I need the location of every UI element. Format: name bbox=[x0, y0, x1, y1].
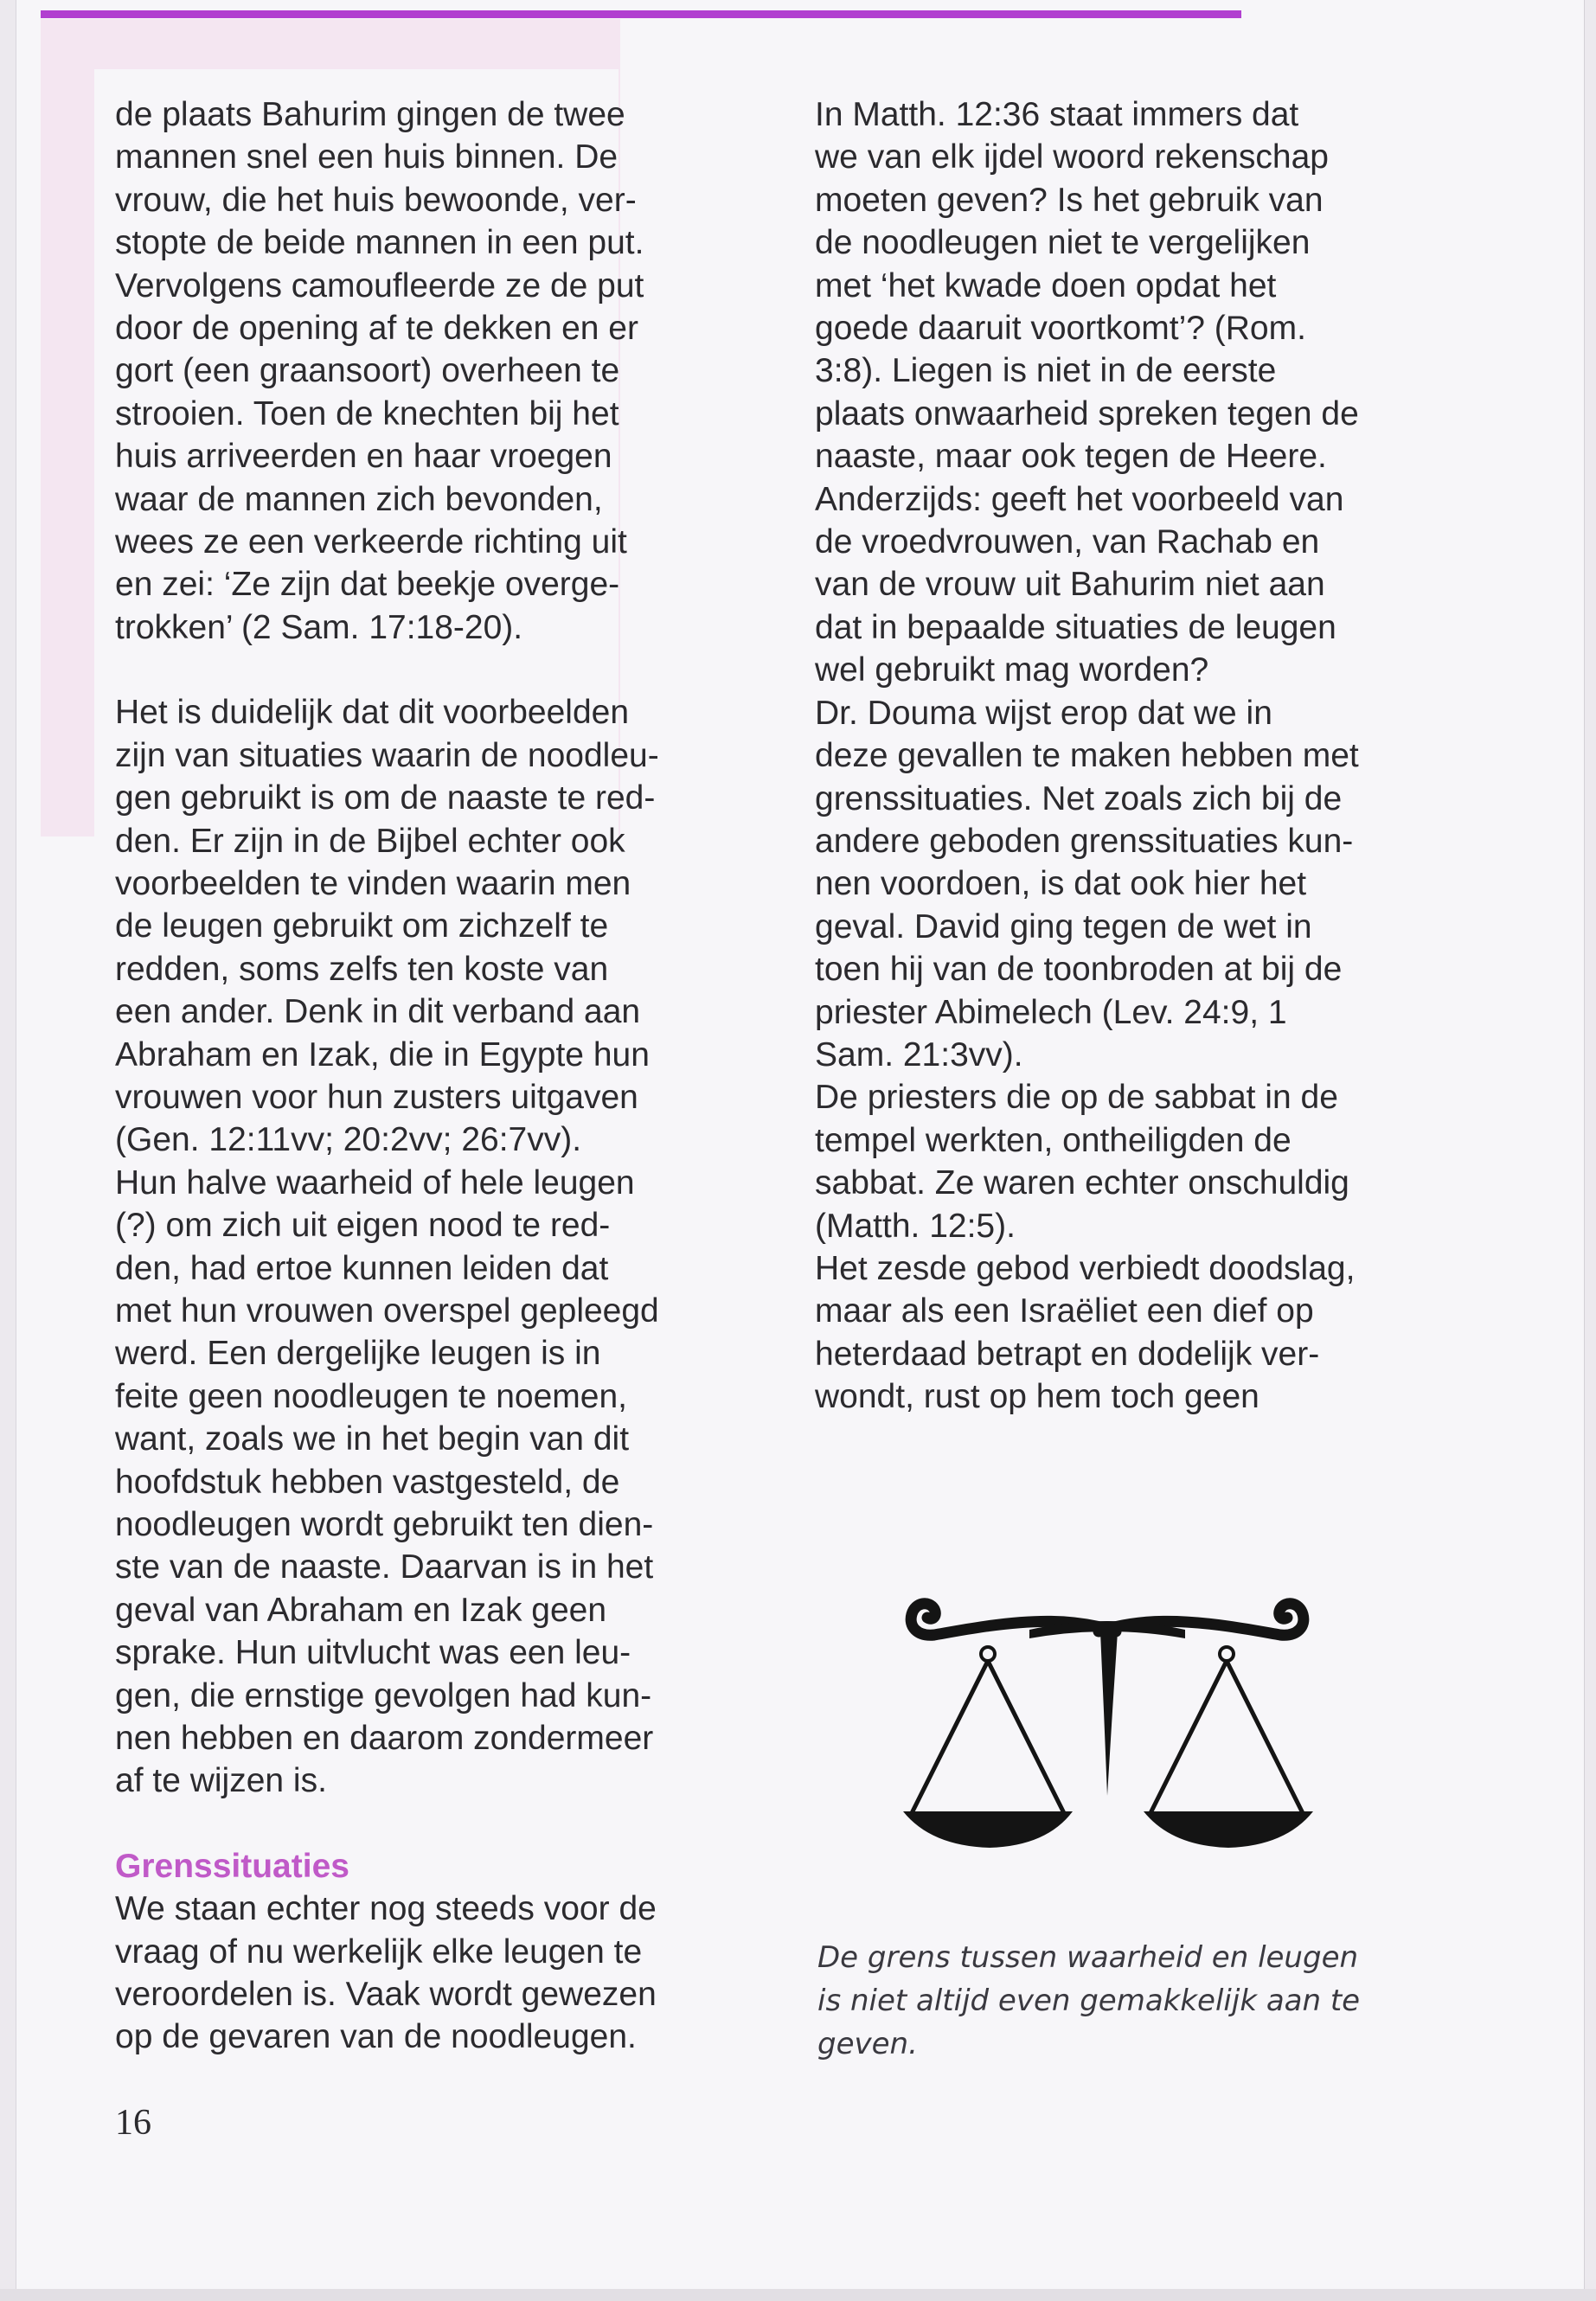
text-line: de plaats Bahurim gingen de twee bbox=[115, 96, 625, 133]
text-line: heterdaad betrapt en dodelijk ver- bbox=[815, 1335, 1320, 1373]
right-paragraph-2 bbox=[815, 692, 1438, 1077]
text-line: van de vrouw uit Bahurim niet aan bbox=[815, 566, 1325, 604]
section-heading: Grenssituaties bbox=[115, 1847, 349, 1885]
text-line: 3:8). Liegen is niet in de eerste bbox=[815, 352, 1277, 390]
text-line: ste van de naaste. Daarvan is in het bbox=[115, 1548, 654, 1586]
text-line: noodleugen wordt gebruikt ten dien- bbox=[115, 1506, 654, 1543]
text-line: geval. David ging tegen de wet in bbox=[815, 907, 1312, 945]
left-text-column bbox=[115, 93, 738, 2059]
right-paragraph-4 bbox=[815, 1247, 1438, 1419]
text-line: af te wijzen is. bbox=[115, 1762, 327, 1800]
text-line: sprake. Hun uitvlucht was een leu- bbox=[115, 1634, 631, 1672]
text-line: Anderzijds: geeft het voorbeeld van bbox=[815, 480, 1344, 518]
text-line: priester Abimelech (Lev. 24:9, 1 bbox=[815, 993, 1287, 1031]
text-line: geval van Abraham en Izak geen bbox=[115, 1591, 607, 1629]
text-line: want, zoals we in het begin van dit bbox=[115, 1420, 630, 1458]
text-line: een ander. Denk in dit verband aan bbox=[115, 993, 641, 1031]
right-text-column bbox=[815, 93, 1438, 1419]
balance-scales-icon bbox=[900, 1581, 1324, 1875]
text-line: feite geen noodleugen te noemen, bbox=[115, 1377, 627, 1415]
text-line: op de gevaren van de noodleugen. bbox=[115, 2018, 637, 2056]
paragraph-gap bbox=[115, 649, 738, 691]
right-paragraph-3 bbox=[815, 1076, 1438, 1247]
text-line: we van elk ijdel woord rekenschap bbox=[815, 138, 1329, 176]
text-line: wel gebruikt mag worden? bbox=[815, 651, 1209, 689]
text-line: maar als een Israëliet een dief op bbox=[815, 1292, 1314, 1330]
figure-caption bbox=[817, 1936, 1440, 2066]
text-line: andere geboden grenssituaties kun- bbox=[815, 822, 1354, 860]
text-line: naaste, maar ook tegen de Heere. bbox=[815, 438, 1327, 476]
text-line: hoofdstuk hebben vastgesteld, de bbox=[115, 1463, 620, 1501]
text-line: huis arriveerden en haar vroegen bbox=[115, 438, 612, 476]
text-line: redden, soms zelfs ten koste van bbox=[115, 950, 609, 988]
text-line: deze gevallen te maken hebben met bbox=[815, 737, 1359, 775]
text-line: Vervolgens camoufleerde ze de put bbox=[115, 266, 644, 304]
text-line: strooien. Toen de knechten bij het bbox=[115, 394, 619, 433]
text-line: goede daaruit voortkomt’? (Rom. bbox=[815, 310, 1306, 348]
text-line: Sam. 21:3vv). bbox=[815, 1035, 1023, 1074]
text-line: werd. Een dergelijke leugen is in bbox=[115, 1335, 601, 1373]
text-line: Het zesde gebod verbiedt doodslag, bbox=[815, 1249, 1356, 1287]
page-number: 16 bbox=[115, 2103, 151, 2143]
text-line: vrouw, die het huis bewoonde, ver- bbox=[115, 181, 637, 219]
text-line: met ‘het kwade doen opdat het bbox=[815, 266, 1277, 304]
text-line: dat in bepaalde situaties de leugen bbox=[815, 608, 1336, 646]
text-line: voorbeelden te vinden waarin men bbox=[115, 864, 631, 902]
text-line: den. Er zijn in de Bijbel echter ook bbox=[115, 822, 625, 860]
text-line: mannen snel een huis binnen. De bbox=[115, 138, 619, 176]
text-line: veroordelen is. Vaak wordt gewezen bbox=[115, 1976, 657, 2014]
text-line: wees ze een verkeerde richting uit bbox=[115, 523, 627, 561]
top-accent-rule bbox=[41, 10, 1241, 18]
text-line: De grens tussen waarheid en leugen bbox=[817, 1940, 1359, 1975]
text-line: tempel werkten, ontheiligden de bbox=[815, 1121, 1292, 1159]
text-line: (Gen. 12:11vv; 20:2vv; 26:7vv). bbox=[115, 1121, 582, 1159]
text-line: nen hebben en daarom zondermeer bbox=[115, 1720, 654, 1758]
text-line: trokken’ (2 Sam. 17:18-20). bbox=[115, 608, 523, 646]
text-line: de vroedvrouwen, van Rachab en bbox=[815, 523, 1320, 561]
paragraph-gap bbox=[115, 1803, 738, 1845]
text-line: We staan echter nog steeds voor de bbox=[115, 1890, 657, 1928]
text-line: den, had ertoe kunnen leiden dat bbox=[115, 1249, 609, 1287]
left-paragraph-3 bbox=[115, 1888, 738, 2059]
text-line: door de opening af te dekken en er bbox=[115, 310, 638, 348]
left-paragraph-1 bbox=[115, 93, 738, 649]
text-line: de noodleugen niet te vergelijken bbox=[815, 224, 1311, 262]
text-line: zijn van situaties waarin de noodleu- bbox=[115, 736, 659, 774]
text-line: vrouwen voor hun zusters uitgaven bbox=[115, 1078, 638, 1116]
text-line: (Matth. 12:5). bbox=[815, 1207, 1016, 1245]
text-line: Het is duidelijk dat dit voorbeelden bbox=[115, 694, 630, 732]
text-line: De priesters die op de sabbat in de bbox=[815, 1079, 1338, 1117]
text-line: moeten geven? Is het gebruik van bbox=[815, 181, 1324, 219]
text-line: plaats onwaarheid spreken tegen de bbox=[815, 394, 1359, 433]
text-line: wondt, rust op hem toch geen bbox=[815, 1378, 1259, 1416]
text-line: gen, die ernstige gevolgen had kun- bbox=[115, 1676, 652, 1715]
text-line: geven. bbox=[817, 2027, 918, 2061]
text-line: Abraham en Izak, die in Egypte hun bbox=[115, 1035, 650, 1074]
text-line: waar de mannen zich bevonden, bbox=[115, 480, 603, 518]
text-line: gort (een graansoort) overheen te bbox=[115, 352, 620, 390]
text-line: stopte de beide mannen in een put. bbox=[115, 224, 644, 262]
page-bottom-edge bbox=[0, 2289, 1596, 2301]
text-line: gen gebruikt is om de naaste te red- bbox=[115, 779, 656, 817]
text-line: nen voordoen, is dat ook hier het bbox=[815, 865, 1307, 903]
text-line: is niet altijd even gemakkelijk aan te bbox=[817, 1984, 1361, 2018]
text-line: Dr. Douma wijst erop dat we in bbox=[815, 694, 1272, 732]
text-line: en zei: ‘Ze zijn dat beekje overge- bbox=[115, 566, 620, 604]
text-line: vraag of nu werkelijk elke leugen te bbox=[115, 1932, 643, 1971]
text-line: sabbat. Ze waren echter onschuldig bbox=[815, 1164, 1349, 1202]
text-line: In Matth. 12:36 staat immers dat bbox=[815, 96, 1299, 133]
text-line: met hun vrouwen overspel gepleegd bbox=[115, 1292, 659, 1330]
right-paragraph-1 bbox=[815, 93, 1438, 692]
text-line: grenssituaties. Net zoals zich bij de bbox=[815, 779, 1343, 817]
text-line: Hun halve waarheid of hele leugen bbox=[115, 1163, 635, 1202]
text-line: de leugen gebruikt om zichzelf te bbox=[115, 907, 609, 945]
text-line: toen hij van de toonbroden at bij de bbox=[815, 951, 1343, 989]
left-paragraph-2 bbox=[115, 691, 738, 1803]
text-line: (?) om zich uit eigen nood te red- bbox=[115, 1207, 611, 1245]
